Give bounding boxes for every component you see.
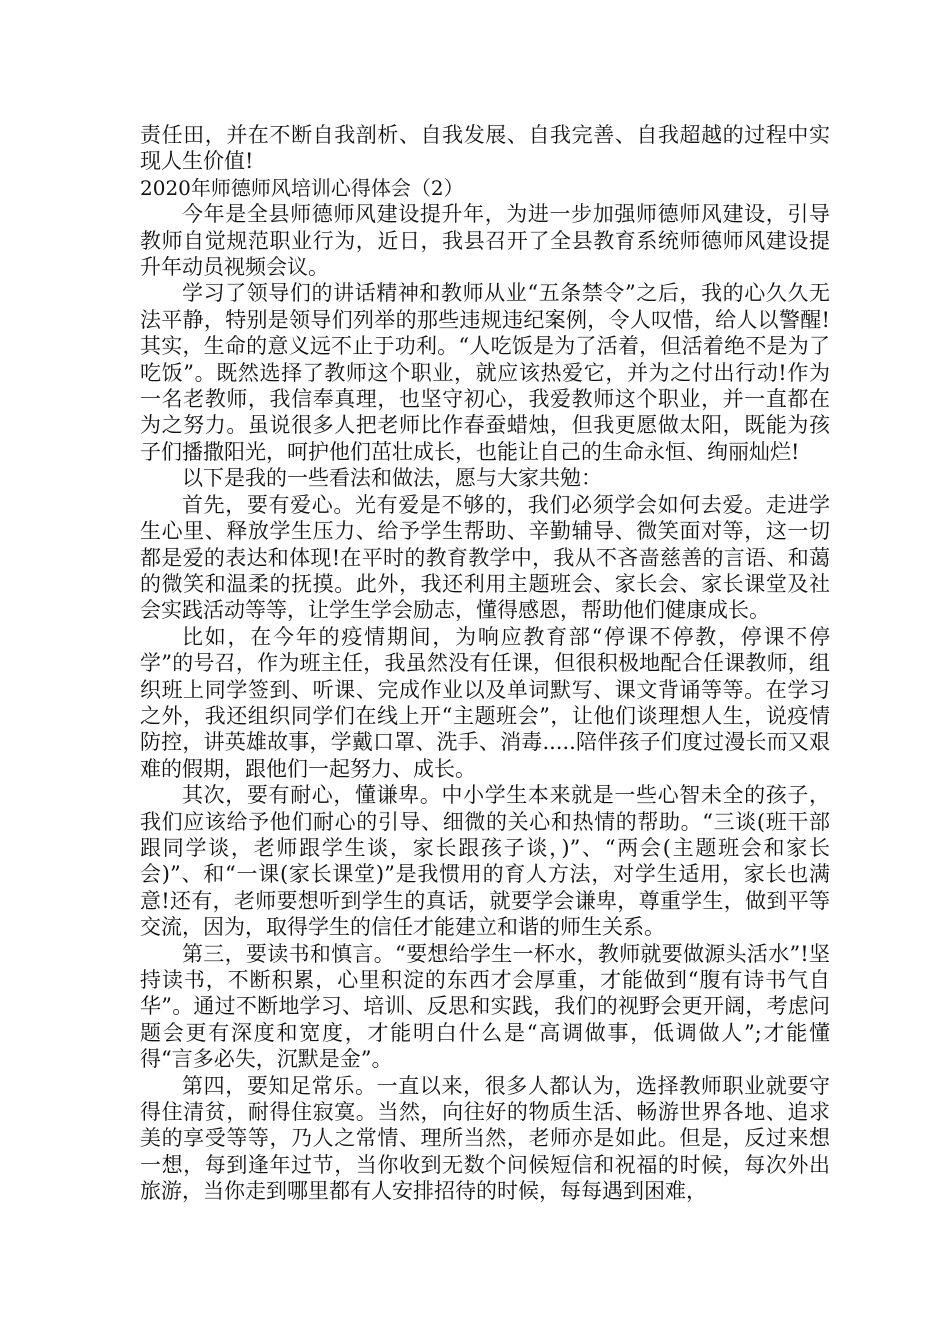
- paragraph: 今年是全县师德师风建设提升年，为进一步加强师德师风建设，引导教师自觉规范职业行为，近日，我县召开了全县教育系统师德师风建设提升年动员视频会议。: [140, 202, 830, 280]
- paragraph: 第三，要读书和慎言。“要想给学生一杯水，教师就要做源头活水”!坚持读书，不断积累，心里积淀的东西才会厚重，才能做到“腹有诗书气自华”。通过不断地学习、培训、反思和实践，我们的视野会更开阔，考虑问题会更有深度和宽度，才能明白什么是“高调做事，低调做人”;才能懂得“言多必失，沉默是金”。: [140, 941, 830, 1072]
- paragraph: 以下是我的一些看法和做法，愿与大家共勉：: [182, 466, 602, 491]
- document-page: [140, 122, 830, 1205]
- paragraph: 其次，要有耐心，懂谦卑。中小学生本来就是一些心智未全的孩子，我们应该给予他们耐心的引导、细微的关心和热情的帮助。“三谈(班干部跟同学谈，老师跟学生谈，家长跟孩子谈，)”、“两会(主题班会和家长会)”、和“一课(家长课堂)”是我惯用的育人方法，对学生适用，家长也满意!还有，老师要想听到学生的真话，就要学会谦卑，尊重学生，做到平等交流，因为，取得学生的信任才能建立和谐的师生关系。: [140, 783, 830, 940]
- section-heading: 2020年师德师风培训心得体会（2）: [140, 175, 464, 200]
- paragraph: 比如，在今年的疫情期间，为响应教育部“停课不停教，停课不停学”的号召，作为班主任，我虽然没有任课，但很积极地配合任课教师，组织班上同学签到、听课、完成作业以及单词默写、课文背诵等等。在学习之外，我还组织同学们在线上开“主题班会”，让他们谈理想人生，说疫情防控，讲英雄故事，学戴口罩、洗手、消毒.....陪伴孩子们度过漫长而又艰难的假期，跟他们一起努力、成长。: [140, 624, 830, 781]
- paragraph: 学习了领导们的讲话精神和教师从业“五条禁令”之后，我的心久久无法平静，特别是领导们列举的那些违规违纪案例，令人叹惜，给人以警醒!其实，生命的意义远不止于功利。“人吃饭是为了活着，但活着绝不是为了吃饭”。既然选择了教师这个职业，就应该热爱它，并为之付出行动!作为一名老教师，我信奉真理，也坚守初心，我爱教师这个职业，并一直都在为之努力。虽说很多人把老师比作春蚕蜡烛，但我更愿做太阳，既能为孩子们播撒阳光，呵护他们茁壮成长，也能让自己的生命永恒、绚丽灿烂!: [140, 281, 830, 464]
- continuation-text: 责任田，并在不断自我剖析、自我发展、自我完善、自我超越的过程中实现人生价值!: [140, 123, 830, 174]
- paragraph: 首先，要有爱心。光有爱是不够的，我们必须学会如何去爱。走进学生心里、释放学生压力、给予学生帮助、辛勤辅导、微笑面对等，这一切都是爱的表达和体现!在平时的教育教学中，我从不吝啬慈善的言语、和蔼的微笑和温柔的抚摸。此外，我还利用主题班会、家长会、家长课堂及社会实践活动等等，让学生学会励志，懂得感恩，帮助他们健康成长。: [140, 492, 830, 623]
- paragraph: 第四，要知足常乐。一直以来，很多人都认为，选择教师职业就要守得住清贫，耐得住寂寞。当然，向往好的物质生活、畅游世界各地、追求美的享受等等，乃人之常情、理所当然，老师亦是如此。但是，反过来想一想，每到逢年过节，当你收到无数个问候短信和祝福的时候，每次外出旅游，当你走到哪里都有人安排招待的时候，每每遇到困难，: [140, 1073, 830, 1204]
